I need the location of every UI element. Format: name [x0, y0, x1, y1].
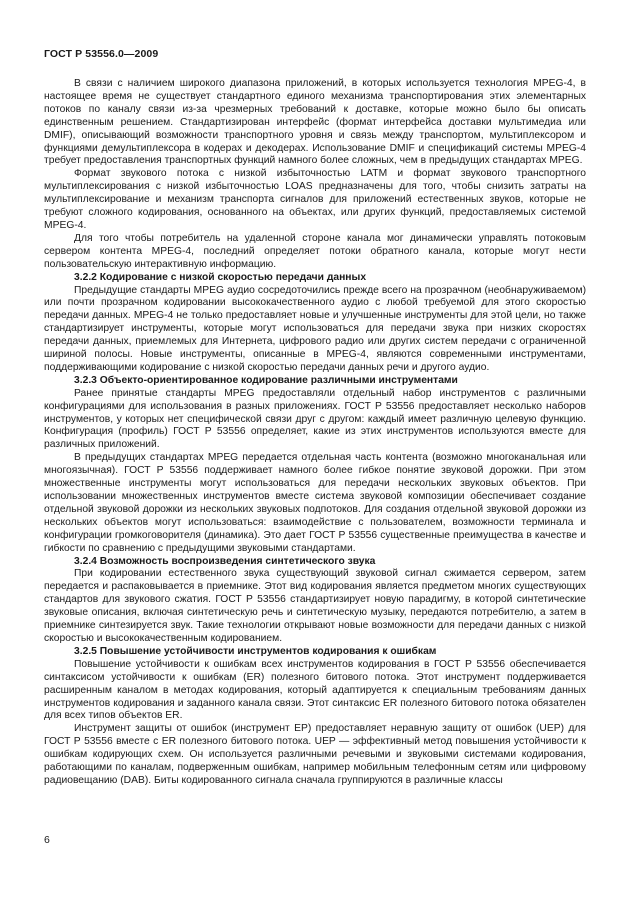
page-number: 6	[44, 834, 50, 846]
paragraph: В связи с наличием широкого диапазона приложений, в которых используется технология MPEG-4, в настоящее время не существует стандартного единого механизма транспортирования этих элементарных потоков по каналу связи из-за чрезмерных требований к доставке, которые можно было бы описать единственным решением. Стандартизирован интерфейс (формат интерфейса доставки мультимедиа или DMIF), описывающий возможности транспортного уровня и связь между транспортом, мультиплексором и функциями демультиплексора в кодерах и декодерах. Использование DMIF и спецификаций системы MPEG-4 требует предоставления транспортных функций намного более сложных, чем в предыдущих стандартах MPEG.	[44, 78, 586, 167]
section-heading-3-2-3: 3.2.3 Объекто-ориентированное кодирование различными инструментами	[74, 374, 458, 386]
paragraph: Инструмент защиты от ошибок (инструмент EP) предоставляет неравную защиту от ошибок (UEP) для ГОСТ Р 53556 вместе с ER полезного битового потока. UEP — эффективный метод повышения устойчивости к ошибкам кодирующих схем. Он используется различными речевыми и звуковыми системами кодирования, работающими по каналам, подверженным ошибкам, например мобильным телефонным сетям или цифровому радиовещанию (DAB). Биты кодированного сигнала сначала группируются в различные классы	[44, 723, 586, 786]
section-heading-3-2-2: 3.2.2 Кодирование с низкой скоростью передачи данных	[74, 271, 367, 283]
paragraph: При кодировании естественного звука существующий звуковой сигнал сжимается сервером, затем передается и распаковывается в приемнике. Этот вид кодирования является предметом многих существующих стандартов для звукового сжатия. ГОСТ Р 53556 стандартизирует новую парадигму, в которой синтетические звуковые описания, включая синтетическую речь и синтетическую музыку, передаются потребителю, а затем в приемнике синтезируется звук. Такие технологии открывают новые возможности для передачи данных с низкой скоростью и высококачественным кодированием.	[44, 568, 586, 644]
paragraph: Повышение устойчивости к ошибкам всех инструментов кодирования в ГОСТ Р 53556 обеспечивается синтаксисом устойчивости к ошибкам (ER) полезного битового потока. Этот инструмент поддерживается расширенным каналом в методах кодирования, который адаптируется к специальным требованиям данных инструментов кодирования и заданного канала связи. Этот синтаксис ER полезного битового потока обязателен для всех типов объектов ER.	[44, 658, 586, 722]
paragraph: Предыдущие стандарты MPEG аудио сосредоточились прежде всего на прозрачном (необнаруживаемом) или почти прозрачном кодировании высококачественного аудио с любой требуемой для этого скоростью передачи данных. MPEG-4 не только предоставляет новые и улучшенные инструменты для этой цели, но также стандартизирует инструменты, которые могут использоваться для передачи звука при низких скоростях передачи данных, приемлемых для Интернета, цифрового радио или других систем передачи с ограниченной шириной полосы. Новые инструменты, описанные в MPEG-4, являются современными инструментами, поддерживающими кодирование с низкой скоростью передачи данных речи и другого аудио.	[44, 284, 586, 373]
section-heading-3-2-5: 3.2.5 Повышение устойчивости инструментов кодирования к ошибкам	[74, 645, 437, 657]
paragraph: Формат звукового потока с низкой избыточностью LATM и формат звукового транспортного мультиплексирования с низкой избыточностью LOAS предназначены для того, чтобы снизить затраты на мультиплексирование и механизм транспорта сигналов для приложений естественных звуков, которые не требуют сложного кодирования, основанного на объектах, или других функций, предоставляемых системой MPEG-4.	[44, 168, 586, 231]
paragraph: В предыдущих стандартах MPEG передается отдельная часть контента (возможно многоканальная или многоязычная). ГОСТ Р 53556 поддерживает намного более гибкое понятие звуковой дорожки. При этом множественные инструменты могут использоваться для передачи нескольких звуковых объектов. При использовании множественных инструментов вместе система звуковой композиции обеспечивает создание отдельной звуковой дорожки из нескольких звуковых подпотоков. Для создания отдельной звуковой дорожки из нескольких объектов могут использоваться: взаимодействие с пользователем, возможности терминала и конфигурации громкоговорителя (динамика). Это дает ГОСТ Р 53556 существенные преимущества в качестве и гибкости по сравнению с предыдущими звуковыми стандартами.	[44, 452, 586, 554]
document-header: ГОСТ Р 53556.0—2009	[44, 48, 159, 60]
section-heading-3-2-4: 3.2.4 Возможность воспроизведения синтетического звука	[74, 555, 376, 567]
paragraph: Для того чтобы потребитель на удаленной стороне канала мог динамически управлять потоковым сервером контента MPEG-4, последний определяет потоки обратного канала, которые могут нести пользовательскую интерактивную информацию.	[44, 232, 586, 270]
paragraph: Ранее принятые стандарты MPEG предоставляли отдельный набор инструментов с различными конфигурациями для использования в разных приложениях. ГОСТ Р 53556 предоставляет несколько наборов инструментов, у которых нет специфической связи друг с другом: каждый имеет различную целевую функцию. Конфигурация (профиль) ГОСТ Р 53556 определяет, какие из этих инструментов используются вместе для различных приложений.	[44, 387, 586, 451]
document-body	[44, 78, 586, 788]
